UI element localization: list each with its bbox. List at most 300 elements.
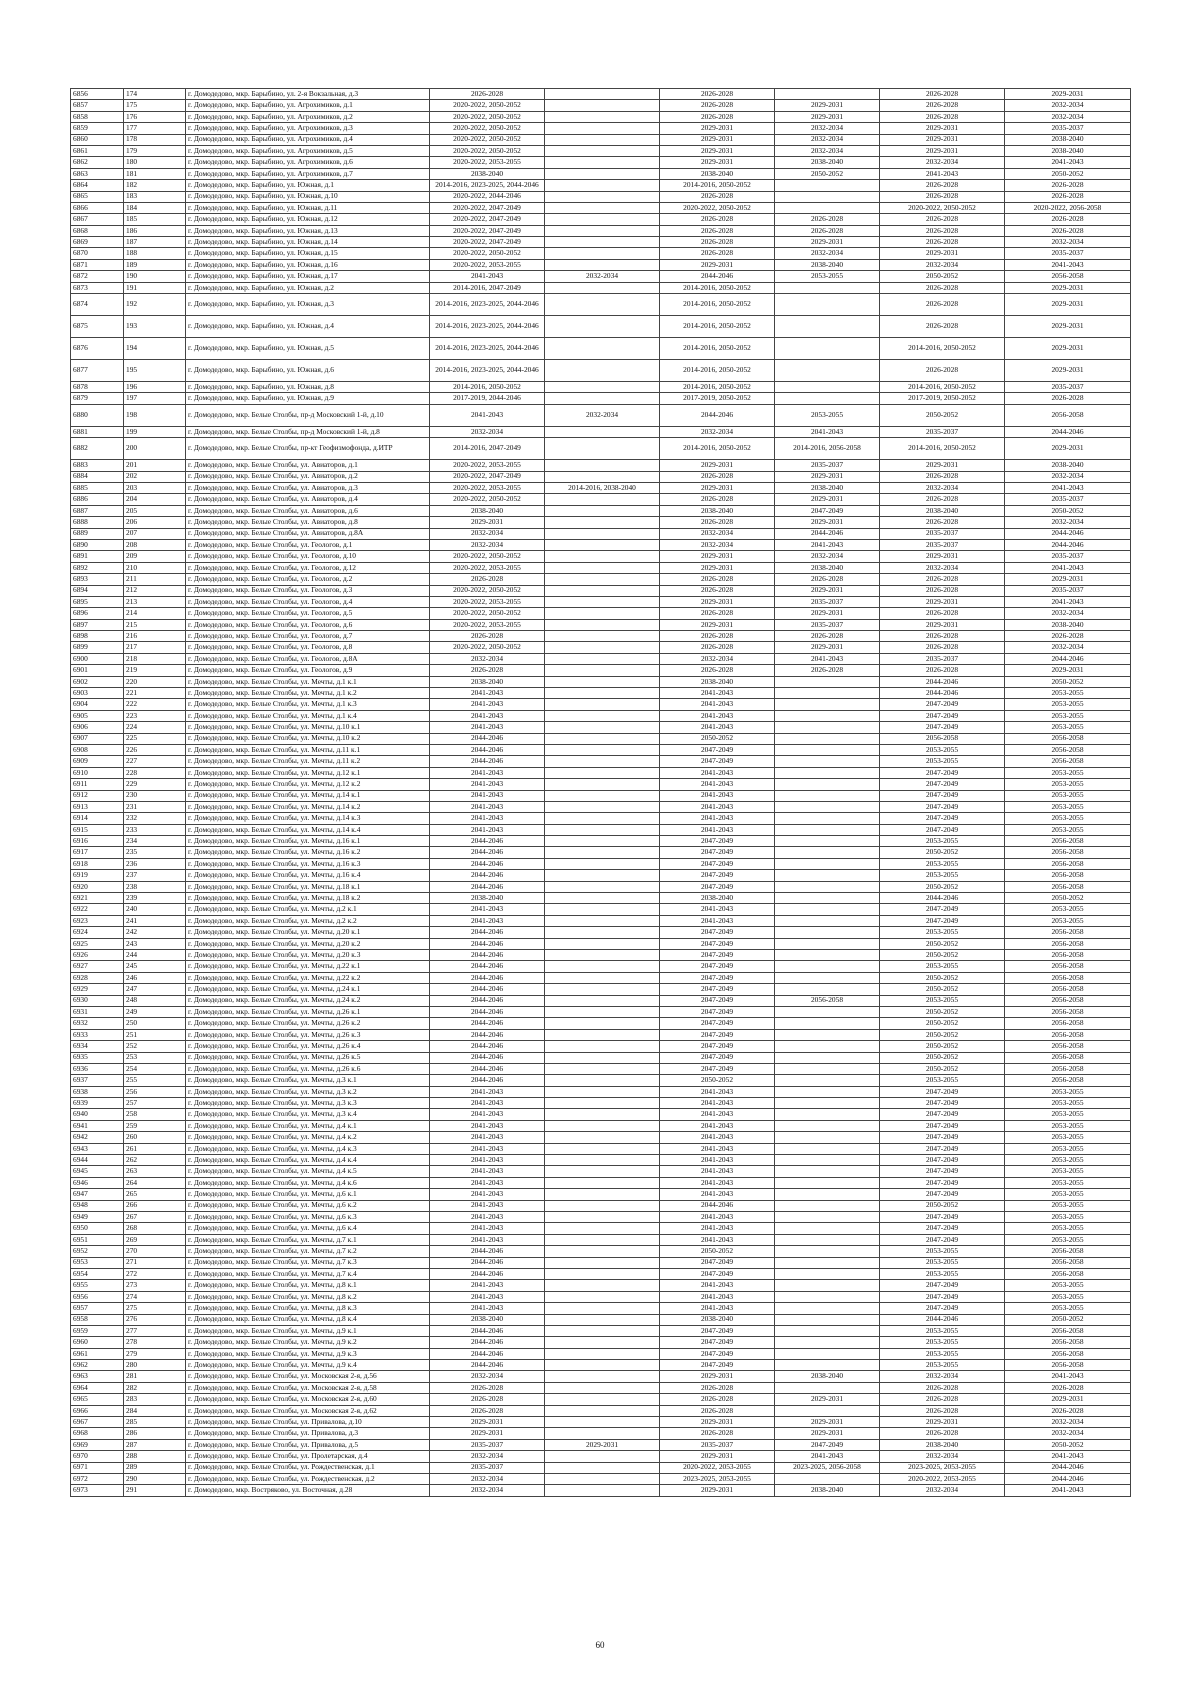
table-cell: 2032-2034 <box>880 482 1005 493</box>
table-cell: 241 <box>124 915 186 926</box>
table-cell: 6863 <box>71 168 124 179</box>
table-row <box>71 1360 1131 1371</box>
table-cell: 2029-2031 <box>1005 360 1131 382</box>
table-cell: 2044-2046 <box>430 847 545 858</box>
table-cell: 6966 <box>71 1405 124 1416</box>
table-row <box>71 1223 1131 1234</box>
table-cell <box>545 393 660 404</box>
table-cell <box>775 202 880 213</box>
table-cell: 247 <box>124 984 186 995</box>
table-cell: 6925 <box>71 938 124 949</box>
table-row <box>71 767 1131 778</box>
table-cell: г. Домодедово, мкр. Белые Столбы, ул. Мечты, д.3 к.2 <box>186 1086 430 1097</box>
table-row <box>71 950 1131 961</box>
table-cell: 218 <box>124 653 186 664</box>
table-cell: 2026-2028 <box>880 631 1005 642</box>
table-cell: 2047-2049 <box>660 858 775 869</box>
table-row <box>71 1394 1131 1405</box>
table-cell: 2053-2055 <box>880 744 1005 755</box>
table-cell: 6924 <box>71 927 124 938</box>
table-cell: 2029-2031 <box>660 460 775 471</box>
table-cell: 2026-2028 <box>660 214 775 225</box>
table-row <box>71 393 1131 404</box>
table-cell: 2026-2028 <box>660 517 775 528</box>
table-cell: 273 <box>124 1280 186 1291</box>
table-cell: 2029-2031 <box>880 134 1005 145</box>
table-cell: г. Домодедово, мкр. Белые Столбы, ул. Мечты, д.9 к.1 <box>186 1325 430 1336</box>
table-cell: 6929 <box>71 984 124 995</box>
table-cell: 2014-2016, 2050-2052 <box>660 316 775 338</box>
table-cell: 2014-2016, 2023-2025, 2044-2046 <box>430 360 545 382</box>
table-cell: 2017-2019, 2044-2046 <box>430 393 545 404</box>
table-cell: 2026-2028 <box>1005 1405 1131 1416</box>
table-cell: 2047-2049 <box>660 1360 775 1371</box>
table-cell: 2047-2049 <box>660 1348 775 1359</box>
table-row <box>71 1428 1131 1439</box>
table-row <box>71 596 1131 607</box>
table-cell: 2053-2055 <box>1005 699 1131 710</box>
table-cell: г. Домодедово, мкр. Белые Столбы, ул. Геологов, д.8А <box>186 653 430 664</box>
table-cell: 2047-2049 <box>660 927 775 938</box>
table-cell: 6889 <box>71 528 124 539</box>
table-cell: г. Домодедово, мкр. Белые Столбы, ул. Геологов, д.1 <box>186 539 430 550</box>
table-cell <box>775 744 880 755</box>
table-row <box>71 404 1131 426</box>
table-cell: 6858 <box>71 111 124 122</box>
table-cell: 2032-2034 <box>660 539 775 550</box>
table-cell: 6886 <box>71 494 124 505</box>
table-cell: 224 <box>124 722 186 733</box>
table-cell: 2044-2046 <box>660 1200 775 1211</box>
table-cell: 2050-2052 <box>1005 893 1131 904</box>
table-cell: 2023-2025, 2053-2055 <box>880 1462 1005 1473</box>
table-row <box>71 1143 1131 1154</box>
table-cell: 2047-2049 <box>775 505 880 516</box>
table-cell <box>545 1280 660 1291</box>
table-cell: 6882 <box>71 438 124 460</box>
table-cell: 2035-2037 <box>1005 585 1131 596</box>
table-cell: г. Домодедово, мкр. Белые Столбы, ул. Московская 2-я, д.62 <box>186 1405 430 1416</box>
table-cell: 6941 <box>71 1120 124 1131</box>
table-cell <box>775 961 880 972</box>
table-cell: 6888 <box>71 517 124 528</box>
table-cell: 2020-2022, 2047-2049 <box>430 237 545 248</box>
table-cell: 2056-2058 <box>1005 1075 1131 1086</box>
table-cell: 6921 <box>71 893 124 904</box>
table-cell: 2020-2022, 2047-2049 <box>430 202 545 213</box>
table-cell: 2056-2058 <box>1005 1337 1131 1348</box>
table-row <box>71 494 1131 505</box>
table-cell: 6934 <box>71 1041 124 1052</box>
table-cell: г. Домодедово, мкр. Белые Столбы, ул. Московская 2-я, д.58 <box>186 1382 430 1393</box>
table-cell: г. Домодедово, мкр. Белые Столбы, ул. Мечты, д.2 к.2 <box>186 915 430 926</box>
table-cell: 2047-2049 <box>880 1303 1005 1314</box>
table-cell: 2026-2028 <box>660 574 775 585</box>
table-cell: 6878 <box>71 382 124 393</box>
table-cell: 2044-2046 <box>1005 653 1131 664</box>
table-cell <box>775 858 880 869</box>
table-row <box>71 915 1131 926</box>
table-cell: 2026-2028 <box>880 89 1005 100</box>
table-cell: 2026-2028 <box>880 665 1005 676</box>
table-cell: 2014-2016, 2050-2052 <box>660 338 775 360</box>
table-cell <box>545 168 660 179</box>
table-cell <box>775 1314 880 1325</box>
table-cell: 6909 <box>71 756 124 767</box>
table-cell: 2047-2049 <box>880 699 1005 710</box>
table-cell: 2035-2037 <box>880 528 1005 539</box>
table-cell: 2041-2043 <box>430 1132 545 1143</box>
table-row <box>71 1348 1131 1359</box>
table-cell: 6963 <box>71 1371 124 1382</box>
table-cell: 2041-2043 <box>1005 1451 1131 1462</box>
table-cell: 275 <box>124 1303 186 1314</box>
table-cell: 2041-2043 <box>660 1291 775 1302</box>
table-cell: 2026-2028 <box>660 1382 775 1393</box>
table-cell: 6911 <box>71 779 124 790</box>
table-cell: 286 <box>124 1428 186 1439</box>
table-cell: 2041-2043 <box>775 426 880 437</box>
table-cell <box>545 972 660 983</box>
table-cell: 2050-2052 <box>880 847 1005 858</box>
table-cell <box>545 1143 660 1154</box>
table-cell: 2056-2058 <box>775 995 880 1006</box>
table-cell: 2047-2049 <box>880 1189 1005 1200</box>
table-cell: 2026-2028 <box>880 1405 1005 1416</box>
table-cell: 6955 <box>71 1280 124 1291</box>
table-cell: 2053-2055 <box>880 858 1005 869</box>
table-cell: 2026-2028 <box>880 214 1005 225</box>
table-cell: 211 <box>124 574 186 585</box>
table-cell: 2041-2043 <box>660 1166 775 1177</box>
table-cell: 2041-2043 <box>1005 157 1131 168</box>
table-row <box>71 1291 1131 1302</box>
table-cell: 2026-2028 <box>880 1382 1005 1393</box>
table-cell: г. Домодедово, мкр. Белые Столбы, ул. Мечты, д.24 к.1 <box>186 984 430 995</box>
table-cell: 2053-2055 <box>1005 1109 1131 1120</box>
table-cell <box>545 836 660 847</box>
table-cell: 2041-2043 <box>430 813 545 824</box>
table-cell <box>545 1211 660 1222</box>
table-cell: 267 <box>124 1211 186 1222</box>
table-row <box>71 756 1131 767</box>
table-cell: 2056-2058 <box>1005 1029 1131 1040</box>
table-cell: г. Домодедово, мкр. Барыбино, ул. Южная, д.10 <box>186 191 430 202</box>
table-cell <box>545 893 660 904</box>
table-cell: 2026-2028 <box>430 1394 545 1405</box>
table-cell: 2038-2040 <box>775 1371 880 1382</box>
table-cell: 2053-2055 <box>1005 1211 1131 1222</box>
table-cell <box>545 1382 660 1393</box>
table-cell: 6904 <box>71 699 124 710</box>
table-cell: 6899 <box>71 642 124 653</box>
table-cell: г. Домодедово, мкр. Белые Столбы, ул. Мечты, д.26 к.4 <box>186 1041 430 1052</box>
table-cell: г. Домодедово, мкр. Белые Столбы, ул. Мечты, д.1 к.2 <box>186 688 430 699</box>
table-cell: 187 <box>124 237 186 248</box>
table-cell: 2032-2034 <box>880 1485 1005 1496</box>
table-cell: 2035-2037 <box>880 426 1005 437</box>
table-cell: г. Домодедово, мкр. Белые Столбы, ул. Мечты, д.4 к.1 <box>186 1120 430 1131</box>
table-cell: 2029-2031 <box>775 1394 880 1405</box>
table-cell: 2020-2022, 2047-2049 <box>430 225 545 236</box>
table-cell: 2029-2031 <box>1005 89 1131 100</box>
table-cell: 2032-2034 <box>545 404 660 426</box>
table-row <box>71 642 1131 653</box>
table-cell: 2026-2028 <box>430 574 545 585</box>
table-cell: 2044-2046 <box>430 1018 545 1029</box>
table-cell: 2032-2034 <box>880 259 1005 270</box>
table-cell: 2026-2028 <box>880 282 1005 293</box>
table-cell <box>775 676 880 687</box>
table-row <box>71 426 1131 437</box>
table-cell: 6873 <box>71 282 124 293</box>
table-cell: 2041-2043 <box>660 1223 775 1234</box>
table-cell: 2053-2055 <box>880 1348 1005 1359</box>
table-cell: 6958 <box>71 1314 124 1325</box>
table-cell: 2053-2055 <box>880 927 1005 938</box>
table-cell: 2026-2028 <box>660 471 775 482</box>
table-cell: 6887 <box>71 505 124 516</box>
table-cell: 2020-2022, 2047-2049 <box>430 214 545 225</box>
table-cell: 2032-2034 <box>1005 111 1131 122</box>
table-cell: 2020-2022, 2050-2052 <box>430 248 545 259</box>
table-cell: 2035-2037 <box>1005 382 1131 393</box>
table-row <box>71 1120 1131 1131</box>
table-cell: 2041-2043 <box>1005 1371 1131 1382</box>
table-cell: 6902 <box>71 676 124 687</box>
table-cell <box>545 191 660 202</box>
table-cell <box>545 1303 660 1314</box>
table-cell: г. Домодедово, мкр. Белые Столбы, ул. Мечты, д.9 к.3 <box>186 1348 430 1359</box>
table-cell: 2056-2058 <box>1005 404 1131 426</box>
table-cell: 265 <box>124 1189 186 1200</box>
table-cell: 2047-2049 <box>660 1006 775 1017</box>
table-cell: г. Домодедово, мкр. Белые Столбы, ул. Мечты, д.8 к.1 <box>186 1280 430 1291</box>
table-cell: 2020-2022, 2050-2052 <box>880 202 1005 213</box>
table-cell: 2029-2031 <box>880 596 1005 607</box>
table-row <box>71 471 1131 482</box>
table-cell: 2050-2052 <box>1005 1314 1131 1325</box>
table-row <box>71 619 1131 630</box>
table-cell: 2044-2046 <box>660 404 775 426</box>
table-row <box>71 134 1131 145</box>
table-cell: 2044-2046 <box>430 1041 545 1052</box>
table-cell: 6866 <box>71 202 124 213</box>
table-cell: 2038-2040 <box>775 562 880 573</box>
table-cell <box>545 1291 660 1302</box>
table-cell: 2026-2028 <box>880 574 1005 585</box>
table-cell: 183 <box>124 191 186 202</box>
table-cell: 2032-2034 <box>430 653 545 664</box>
table-cell <box>545 619 660 630</box>
table-cell: 6890 <box>71 539 124 550</box>
table-row <box>71 836 1131 847</box>
table-cell: 2053-2055 <box>1005 1280 1131 1291</box>
table-cell: 2026-2028 <box>430 1382 545 1393</box>
table-row <box>71 1303 1131 1314</box>
table-cell <box>775 1006 880 1017</box>
table-cell: 264 <box>124 1177 186 1188</box>
table-cell <box>545 1052 660 1063</box>
table-row <box>71 1052 1131 1063</box>
table-cell: 2026-2028 <box>430 631 545 642</box>
table-cell: 204 <box>124 494 186 505</box>
table-cell <box>545 824 660 835</box>
table-cell: 2047-2049 <box>880 1280 1005 1291</box>
table-row <box>71 1109 1131 1120</box>
table-cell: 2041-2043 <box>430 1291 545 1302</box>
table-cell: 2056-2058 <box>1005 733 1131 744</box>
table-cell: г. Домодедово, мкр. Белые Столбы, ул. Мечты, д.6 к.3 <box>186 1211 430 1222</box>
table-row <box>71 631 1131 642</box>
table-cell <box>545 1200 660 1211</box>
table-cell: 2053-2055 <box>880 1360 1005 1371</box>
table-cell: 2041-2043 <box>430 904 545 915</box>
table-cell: 2026-2028 <box>880 494 1005 505</box>
table-cell: 2038-2040 <box>660 893 775 904</box>
table-cell: 2017-2019, 2050-2052 <box>880 393 1005 404</box>
table-cell: г. Домодедово, мкр. Белые Столбы, пр-д Московский 1-й, д.8 <box>186 426 430 437</box>
table-cell: г. Домодедово, мкр. Белые Столбы, ул. Мечты, д.18 к.2 <box>186 893 430 904</box>
table-cell: г. Домодедово, мкр. Белые Столбы, ул. Пролетарская, д.4 <box>186 1451 430 1462</box>
table-cell: 2026-2028 <box>430 1405 545 1416</box>
table-cell: 2029-2031 <box>660 123 775 134</box>
table-cell <box>545 915 660 926</box>
table-cell <box>545 111 660 122</box>
table-cell <box>775 1166 880 1177</box>
table-cell: 178 <box>124 134 186 145</box>
table-cell: 2044-2046 <box>880 676 1005 687</box>
table-cell: г. Домодедово, мкр. Белые Столбы, ул. Мечты, д.16 к.3 <box>186 858 430 869</box>
table-cell: г. Домодедово, мкр. Белые Столбы, ул. Привалова, д.3 <box>186 1428 430 1439</box>
table-cell <box>775 1029 880 1040</box>
table-row <box>71 984 1131 995</box>
table-cell: 226 <box>124 744 186 755</box>
table-cell: г. Домодедово, мкр. Востряково, ул. Восточная, д.28 <box>186 1485 430 1496</box>
table-row <box>71 100 1131 111</box>
table-row <box>71 145 1131 156</box>
table-cell: 181 <box>124 168 186 179</box>
table-cell: 6867 <box>71 214 124 225</box>
table-cell: 2053-2055 <box>1005 1098 1131 1109</box>
table-cell <box>545 134 660 145</box>
table-cell: 2029-2031 <box>880 123 1005 134</box>
table-cell: 2053-2055 <box>1005 1291 1131 1302</box>
table-cell: 2041-2043 <box>660 779 775 790</box>
table-cell: 2020-2022, 2050-2052 <box>430 145 545 156</box>
table-cell: г. Домодедово, мкр. Барыбино, ул. Южная, д.1 <box>186 180 430 191</box>
table-cell: г. Домодедово, мкр. Белые Столбы, ул. Мечты, д.26 к.5 <box>186 1052 430 1063</box>
table-cell: 2026-2028 <box>430 89 545 100</box>
table-cell: 6939 <box>71 1098 124 1109</box>
table-cell: 2026-2028 <box>880 471 1005 482</box>
table-cell <box>775 1405 880 1416</box>
table-cell: г. Домодедово, мкр. Барыбино, ул. Агрохимиков, д.1 <box>186 100 430 111</box>
table-cell <box>775 393 880 404</box>
table-cell: 2047-2049 <box>880 1223 1005 1234</box>
table-cell: 6933 <box>71 1029 124 1040</box>
table-cell: 2029-2031 <box>1005 574 1131 585</box>
table-cell: г. Домодедово, мкр. Белые Столбы, ул. Московская 2-я, д.60 <box>186 1394 430 1405</box>
table-cell: 2047-2049 <box>880 1166 1005 1177</box>
table-cell: 2056-2058 <box>1005 1360 1131 1371</box>
table-cell: 6912 <box>71 790 124 801</box>
table-cell: 2020-2022, 2053-2055 <box>880 1473 1005 1484</box>
table-cell: 2056-2058 <box>1005 881 1131 892</box>
table-cell: 2050-2052 <box>880 950 1005 961</box>
table-cell: 2029-2031 <box>880 460 1005 471</box>
table-cell <box>775 722 880 733</box>
table-cell <box>775 1052 880 1063</box>
table-cell <box>545 904 660 915</box>
table-cell: 2020-2022, 2050-2052 <box>430 585 545 596</box>
table-cell: 6894 <box>71 585 124 596</box>
table-cell: 2038-2040 <box>775 157 880 168</box>
table-cell: 6884 <box>71 471 124 482</box>
table-cell: г. Домодедово, мкр. Белые Столбы, ул. Геологов, д.5 <box>186 608 430 619</box>
table-cell: 6931 <box>71 1006 124 1017</box>
table-row <box>71 1086 1131 1097</box>
table-cell: 2014-2016, 2038-2040 <box>545 482 660 493</box>
table-cell: 2041-2043 <box>775 1451 880 1462</box>
table-cell: 2014-2016, 2050-2052 <box>660 294 775 316</box>
table-cell: 2026-2028 <box>660 237 775 248</box>
table-cell <box>545 89 660 100</box>
table-cell: 233 <box>124 824 186 835</box>
table-cell: 2035-2037 <box>775 460 880 471</box>
table-cell: 182 <box>124 180 186 191</box>
table-cell: 2032-2034 <box>430 426 545 437</box>
table-row <box>71 938 1131 949</box>
table-cell: 2044-2046 <box>1005 528 1131 539</box>
table-cell: 2029-2031 <box>880 551 1005 562</box>
table-cell: 257 <box>124 1098 186 1109</box>
table-row <box>71 824 1131 835</box>
table-cell <box>545 984 660 995</box>
table-cell: 2029-2031 <box>660 1485 775 1496</box>
table-cell: г. Домодедово, мкр. Белые Столбы, ул. Мечты, д.6 к.4 <box>186 1223 430 1234</box>
table-cell: 2032-2034 <box>880 1451 1005 1462</box>
table-cell: 2053-2055 <box>1005 1155 1131 1166</box>
table-cell: 2056-2058 <box>1005 961 1131 972</box>
table-cell: 2032-2034 <box>1005 608 1131 619</box>
table-cell: 2041-2043 <box>430 1211 545 1222</box>
table-cell: г. Домодедово, мкр. Белые Столбы, ул. Мечты, д.20 к.2 <box>186 938 430 949</box>
table-cell: 243 <box>124 938 186 949</box>
table-cell: 180 <box>124 157 186 168</box>
table-cell: г. Домодедово, мкр. Белые Столбы, ул. Авиаторов, д.8 <box>186 517 430 528</box>
table-cell: 2041-2043 <box>430 1109 545 1120</box>
table-cell: 6928 <box>71 972 124 983</box>
table-cell <box>545 1018 660 1029</box>
table-cell: 2041-2043 <box>660 688 775 699</box>
table-cell: 2038-2040 <box>880 1439 1005 1450</box>
table-cell: г. Домодедово, мкр. Белые Столбы, ул. Привалова, д.10 <box>186 1417 430 1428</box>
table-cell: 2014-2016, 2047-2049 <box>430 282 545 293</box>
table-row <box>71 961 1131 972</box>
table-cell: 2053-2055 <box>880 1257 1005 1268</box>
table-cell: 2032-2034 <box>775 248 880 259</box>
table-cell: 2032-2034 <box>545 271 660 282</box>
table-cell: 2041-2043 <box>660 1280 775 1291</box>
table-cell <box>545 460 660 471</box>
table-cell <box>545 710 660 721</box>
table-cell: 2026-2028 <box>880 1428 1005 1439</box>
table-cell: 2047-2049 <box>660 1268 775 1279</box>
table-row <box>71 338 1131 360</box>
table-cell: 2047-2049 <box>880 1109 1005 1120</box>
table-cell <box>545 653 660 664</box>
